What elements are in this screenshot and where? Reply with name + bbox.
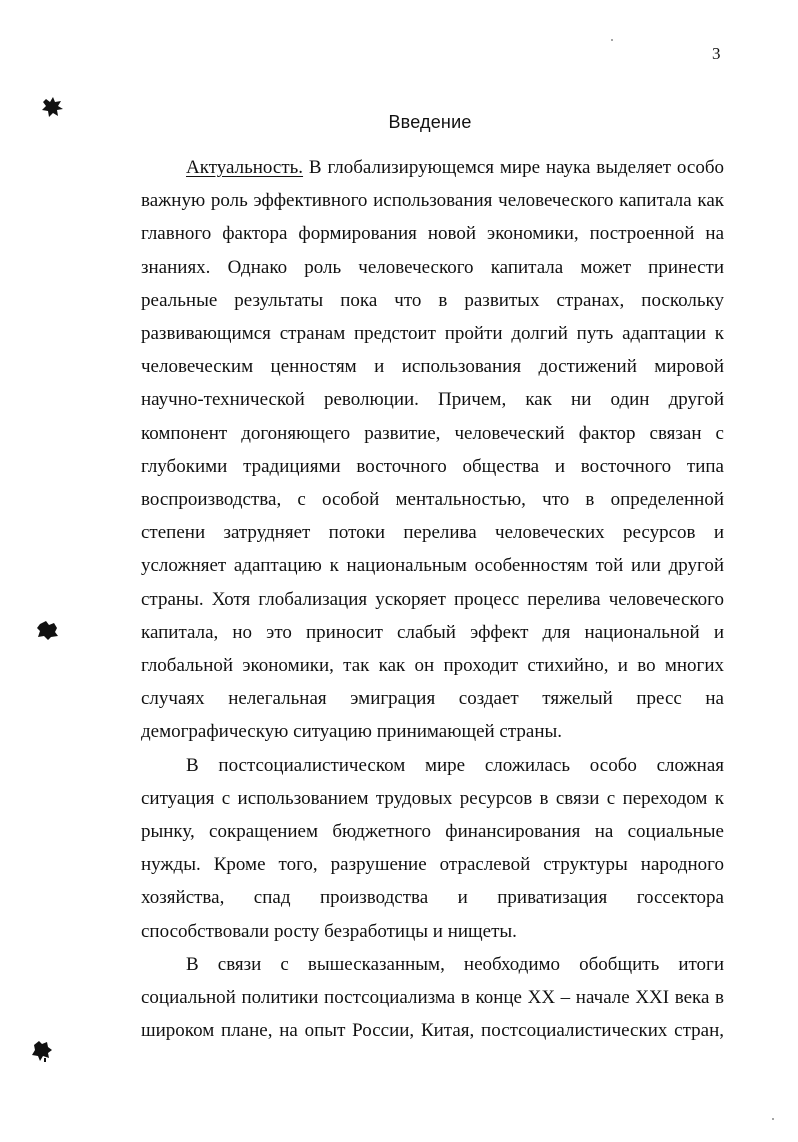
punch-hole-blot-middle-icon bbox=[35, 618, 61, 642]
paragraph-post-socialist: В постсоциалистическом мире сложилась особо сложная ситуация с использованием трудовых ресурсов в связи с переходом к рынку, сокращением бюджетного финансирования на социальные нужды. Кроме того, разрушение отраслевой структуры народного хозяйства, спад производства и приватизация госсектора способствовали росту безработицы и нищеты. bbox=[141, 754, 724, 942]
scan-speck bbox=[772, 1118, 774, 1120]
relevance-heading: Актуальность. bbox=[186, 157, 304, 178]
punch-hole-blot-bottom-icon bbox=[30, 1038, 54, 1064]
relevance-text: В глобализирующемся мире наука выделяет особо важную роль эффективного использования человеческого капитала как главного фактора формирования новой экономики, построенной на знаниях. Однако роль человеческого капитала может принести реальные результаты пока что в развитых странах, поскольку развивающимся странам предстоит пройти долгий путь адаптации к человеческим ценностям и использования достижений мировой научно-технической революции. Причем, как ни один другой компонент догоняющего развитие, человеческий фактор связан с глубокими традициями восточного общества и восточного типа воспроизводства, с особой ментальностью, что в определенной степени затрудняет потоки перелива человеческих ресурсов и усложняет адаптацию к национальным особенностям той или другой страны. Хотя глобализация ускоряет процесс перелива человеческого капитала, но это приносит слабый эффект для национальной и глобальной экономики, так как он проходит стихийно, и во многих случаях нелегальная эмиграция создает тяжелый пресс на демографическую ситуацию принимающей страны. bbox=[141, 157, 724, 743]
page-number: 3 bbox=[712, 44, 721, 63]
page-title: Введение bbox=[388, 112, 472, 132]
document-body bbox=[141, 151, 724, 1047]
paragraph-generalization: В связи с вышесказанным, необходимо обобщить итоги социальной политики постсоциализма в конце XX – начале XXI века в широком плане, на опыт России, Китая, постсоциалистических стран, bbox=[141, 953, 724, 1042]
paragraph-relevance bbox=[141, 151, 724, 749]
scan-speck bbox=[611, 39, 613, 41]
